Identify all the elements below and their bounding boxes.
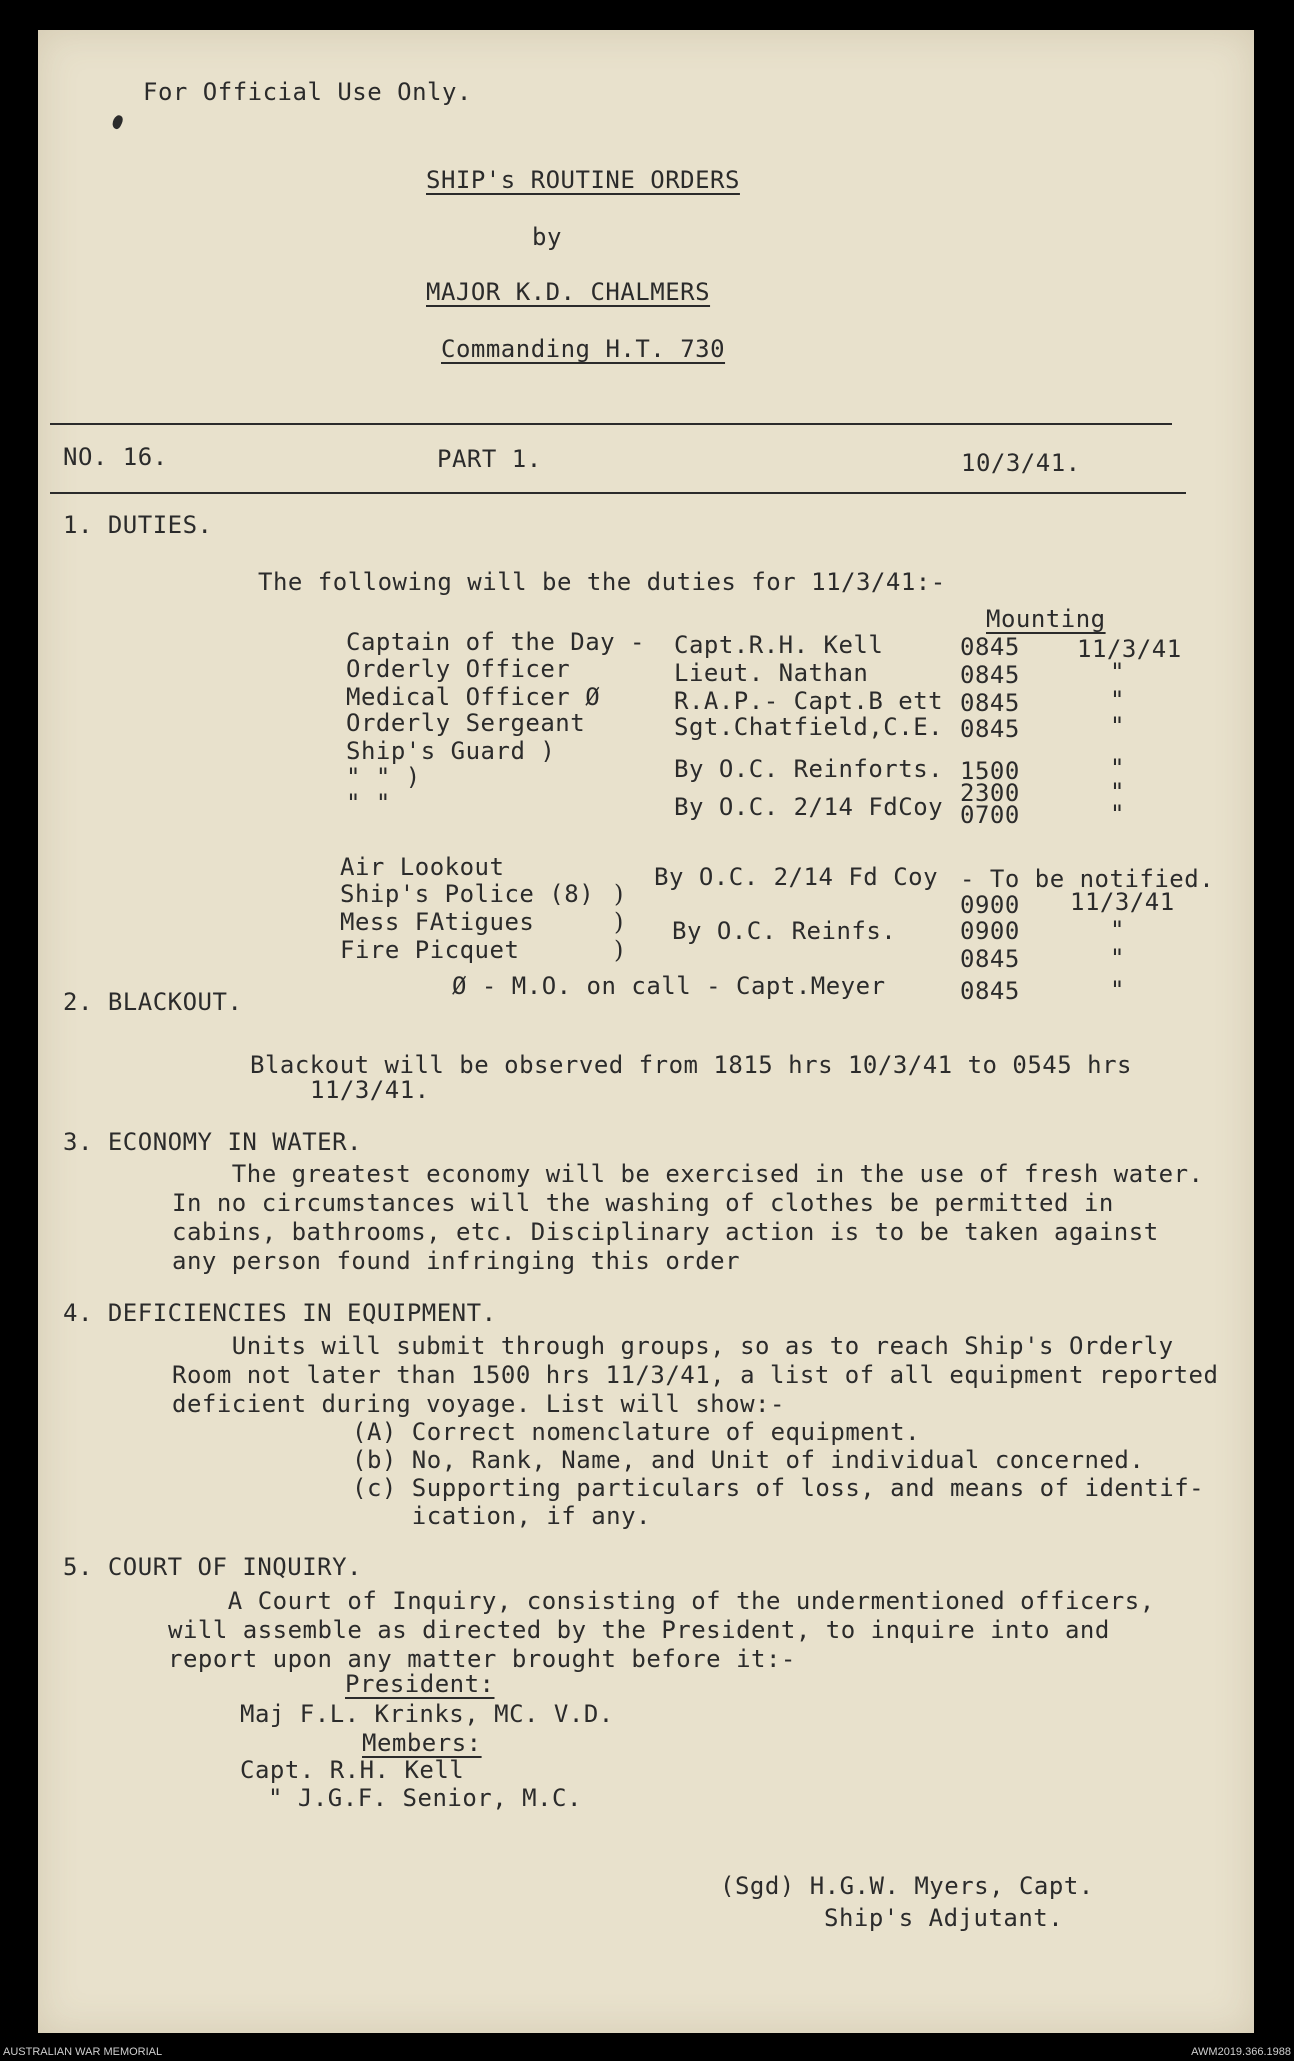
duty-date: " bbox=[1110, 800, 1125, 828]
duty-assignee: R.A.P.- Capt.B ett bbox=[674, 687, 944, 715]
document-page bbox=[38, 30, 1254, 2033]
command-line: Commanding H.T. 730 bbox=[441, 335, 726, 363]
duties-heading: 1. DUTIES. bbox=[63, 511, 213, 539]
member-name: " J.G.F. Senior, M.C. bbox=[268, 1784, 582, 1812]
group-bracket: ) bbox=[614, 908, 624, 936]
mounting-label: Mounting bbox=[986, 605, 1106, 633]
duty-date: 11/3/41 bbox=[1077, 635, 1182, 663]
duty-footnote: Ø - M.O. on call - Capt.Meyer bbox=[452, 972, 886, 1000]
list-item: (b) No, Rank, Name, and Unit of individual concerned. bbox=[352, 1446, 1145, 1474]
duty-assignee: By O.C. Reinfs. bbox=[672, 917, 897, 945]
paragraph-line: In no circumstances will the washing of clothes be permitted in bbox=[172, 1189, 1114, 1217]
duty-date: " bbox=[1110, 778, 1125, 806]
duty-date: " bbox=[1110, 658, 1125, 686]
duty-time: - To be notified. bbox=[960, 865, 1215, 893]
bottom-rule bbox=[50, 492, 1186, 494]
paragraph-line: The greatest economy will be exercised in the use of fresh water. bbox=[172, 1160, 1204, 1188]
duty-date: " bbox=[1110, 754, 1125, 782]
president-label: President: bbox=[345, 1670, 495, 1698]
duty-time: 0845 bbox=[960, 661, 1020, 689]
duty-date: " bbox=[1110, 944, 1125, 972]
duty-assignee: Capt.R.H. Kell bbox=[674, 631, 884, 659]
group-bracket: ) bbox=[614, 936, 624, 964]
footer-source: AUSTRALIAN WAR MEMORIAL bbox=[3, 2046, 163, 2058]
duty-time: 0845 bbox=[960, 715, 1020, 743]
list-item: (c) Supporting particulars of loss, and means of identif- bbox=[352, 1474, 1205, 1502]
duty-role: Air Lookout bbox=[340, 853, 505, 881]
paragraph-line: cabins, bathrooms, etc. Disciplinary action is to be taken against bbox=[172, 1218, 1159, 1246]
blackout-heading: 2. BLACKOUT. bbox=[63, 988, 243, 1016]
paragraph-line: Units will submit through groups, so as to reach Ship's Orderly bbox=[172, 1332, 1174, 1360]
footer-accession: AWM2019.366.1988 bbox=[1191, 2046, 1291, 2058]
duty-time: 0900 bbox=[960, 891, 1020, 919]
president-name: Maj F.L. Krinks, MC. V.D. bbox=[240, 1700, 614, 1728]
blackout-text: Blackout will be observed from 1815 hrs 10/3/41 to 0545 hrs bbox=[250, 1051, 1133, 1079]
top-rule bbox=[50, 423, 1172, 425]
duty-time: 0845 bbox=[960, 689, 1020, 717]
duty-time: 0900 bbox=[960, 917, 1020, 945]
signature: (Sgd) H.G.W. Myers, Capt. bbox=[720, 1872, 1094, 1900]
duty-role: Medical Officer Ø bbox=[346, 683, 601, 711]
duty-time: 1500 bbox=[960, 757, 1020, 785]
duty-date: 11/3/41 bbox=[1070, 888, 1175, 916]
paragraph-line: will assemble as directed by the President, to inquire into and bbox=[168, 1616, 1110, 1644]
group-bracket: ) bbox=[614, 880, 624, 908]
duty-role: Ship's Guard ) bbox=[346, 737, 556, 765]
duty-assignee: By O.C. 2/14 FdCoy bbox=[674, 793, 944, 821]
document-title: SHIP's ROUTINE ORDERS bbox=[426, 166, 740, 194]
order-date: 10/3/41. bbox=[961, 449, 1081, 477]
list-item: (A) Correct nomenclature of equipment. bbox=[352, 1418, 921, 1446]
duty-assignee: Sgt.Chatfield,C.E. bbox=[674, 713, 944, 741]
duty-role: Captain of the Day - bbox=[346, 628, 645, 656]
duty-date: " bbox=[1110, 916, 1125, 944]
duty-role: " " bbox=[346, 789, 391, 817]
water-heading: 3. ECONOMY IN WATER. bbox=[63, 1128, 362, 1156]
paragraph-line: deficient during voyage. List will show:- bbox=[172, 1390, 785, 1418]
duty-date: " bbox=[1110, 686, 1125, 714]
signature-title: Ship's Adjutant. bbox=[824, 1904, 1064, 1932]
duty-time: 0700 bbox=[960, 801, 1020, 829]
paragraph-line: any person found infringing this order bbox=[172, 1247, 741, 1275]
duty-date: " bbox=[1110, 712, 1125, 740]
duty-role: Fire Picquet bbox=[340, 936, 520, 964]
official-use-note: For Official Use Only. bbox=[143, 78, 472, 106]
member-name: Capt. R.H. Kell bbox=[240, 1756, 465, 1784]
by-line: by bbox=[532, 223, 562, 251]
inquiry-heading: 5. COURT OF INQUIRY. bbox=[63, 1553, 362, 1581]
duty-role: Orderly Officer bbox=[346, 655, 571, 683]
paragraph-line: A Court of Inquiry, consisting of the undermentioned officers, bbox=[168, 1587, 1155, 1615]
duty-role: " " ) bbox=[346, 763, 421, 791]
duty-assignee: By O.C. 2/14 Fd Coy bbox=[654, 863, 939, 891]
duty-time: 0845 bbox=[960, 945, 1020, 973]
duty-assignee: By O.C. Reinforts. bbox=[674, 755, 944, 783]
duty-role: Orderly Sergeant bbox=[346, 709, 586, 737]
blackout-text-cont: 11/3/41. bbox=[310, 1076, 430, 1104]
author: MAJOR K.D. CHALMERS bbox=[426, 278, 711, 306]
duties-intro: The following will be the duties for 11/3/41:- bbox=[258, 568, 946, 596]
paragraph-line: Room not later than 1500 hrs 11/3/41, a list of all equipment reported bbox=[172, 1361, 1219, 1389]
part-label: PART 1. bbox=[437, 445, 542, 473]
duty-role: Mess FAtigues bbox=[340, 908, 535, 936]
duty-assignee: Lieut. Nathan bbox=[674, 659, 869, 687]
members-label: Members: bbox=[362, 1729, 482, 1757]
duty-date: " bbox=[1110, 976, 1125, 1004]
duty-time: 0845 bbox=[960, 633, 1020, 661]
duty-role: Ship's Police (8) bbox=[340, 880, 595, 908]
duty-time: 0845 bbox=[960, 977, 1020, 1005]
order-number: NO. 16. bbox=[63, 443, 168, 471]
paragraph-line: report upon any matter brought before it:- bbox=[168, 1645, 796, 1673]
equipment-heading: 4. DEFICIENCIES IN EQUIPMENT. bbox=[63, 1299, 497, 1327]
duty-time: 2300 bbox=[960, 779, 1020, 807]
list-item: ication, if any. bbox=[352, 1502, 651, 1530]
